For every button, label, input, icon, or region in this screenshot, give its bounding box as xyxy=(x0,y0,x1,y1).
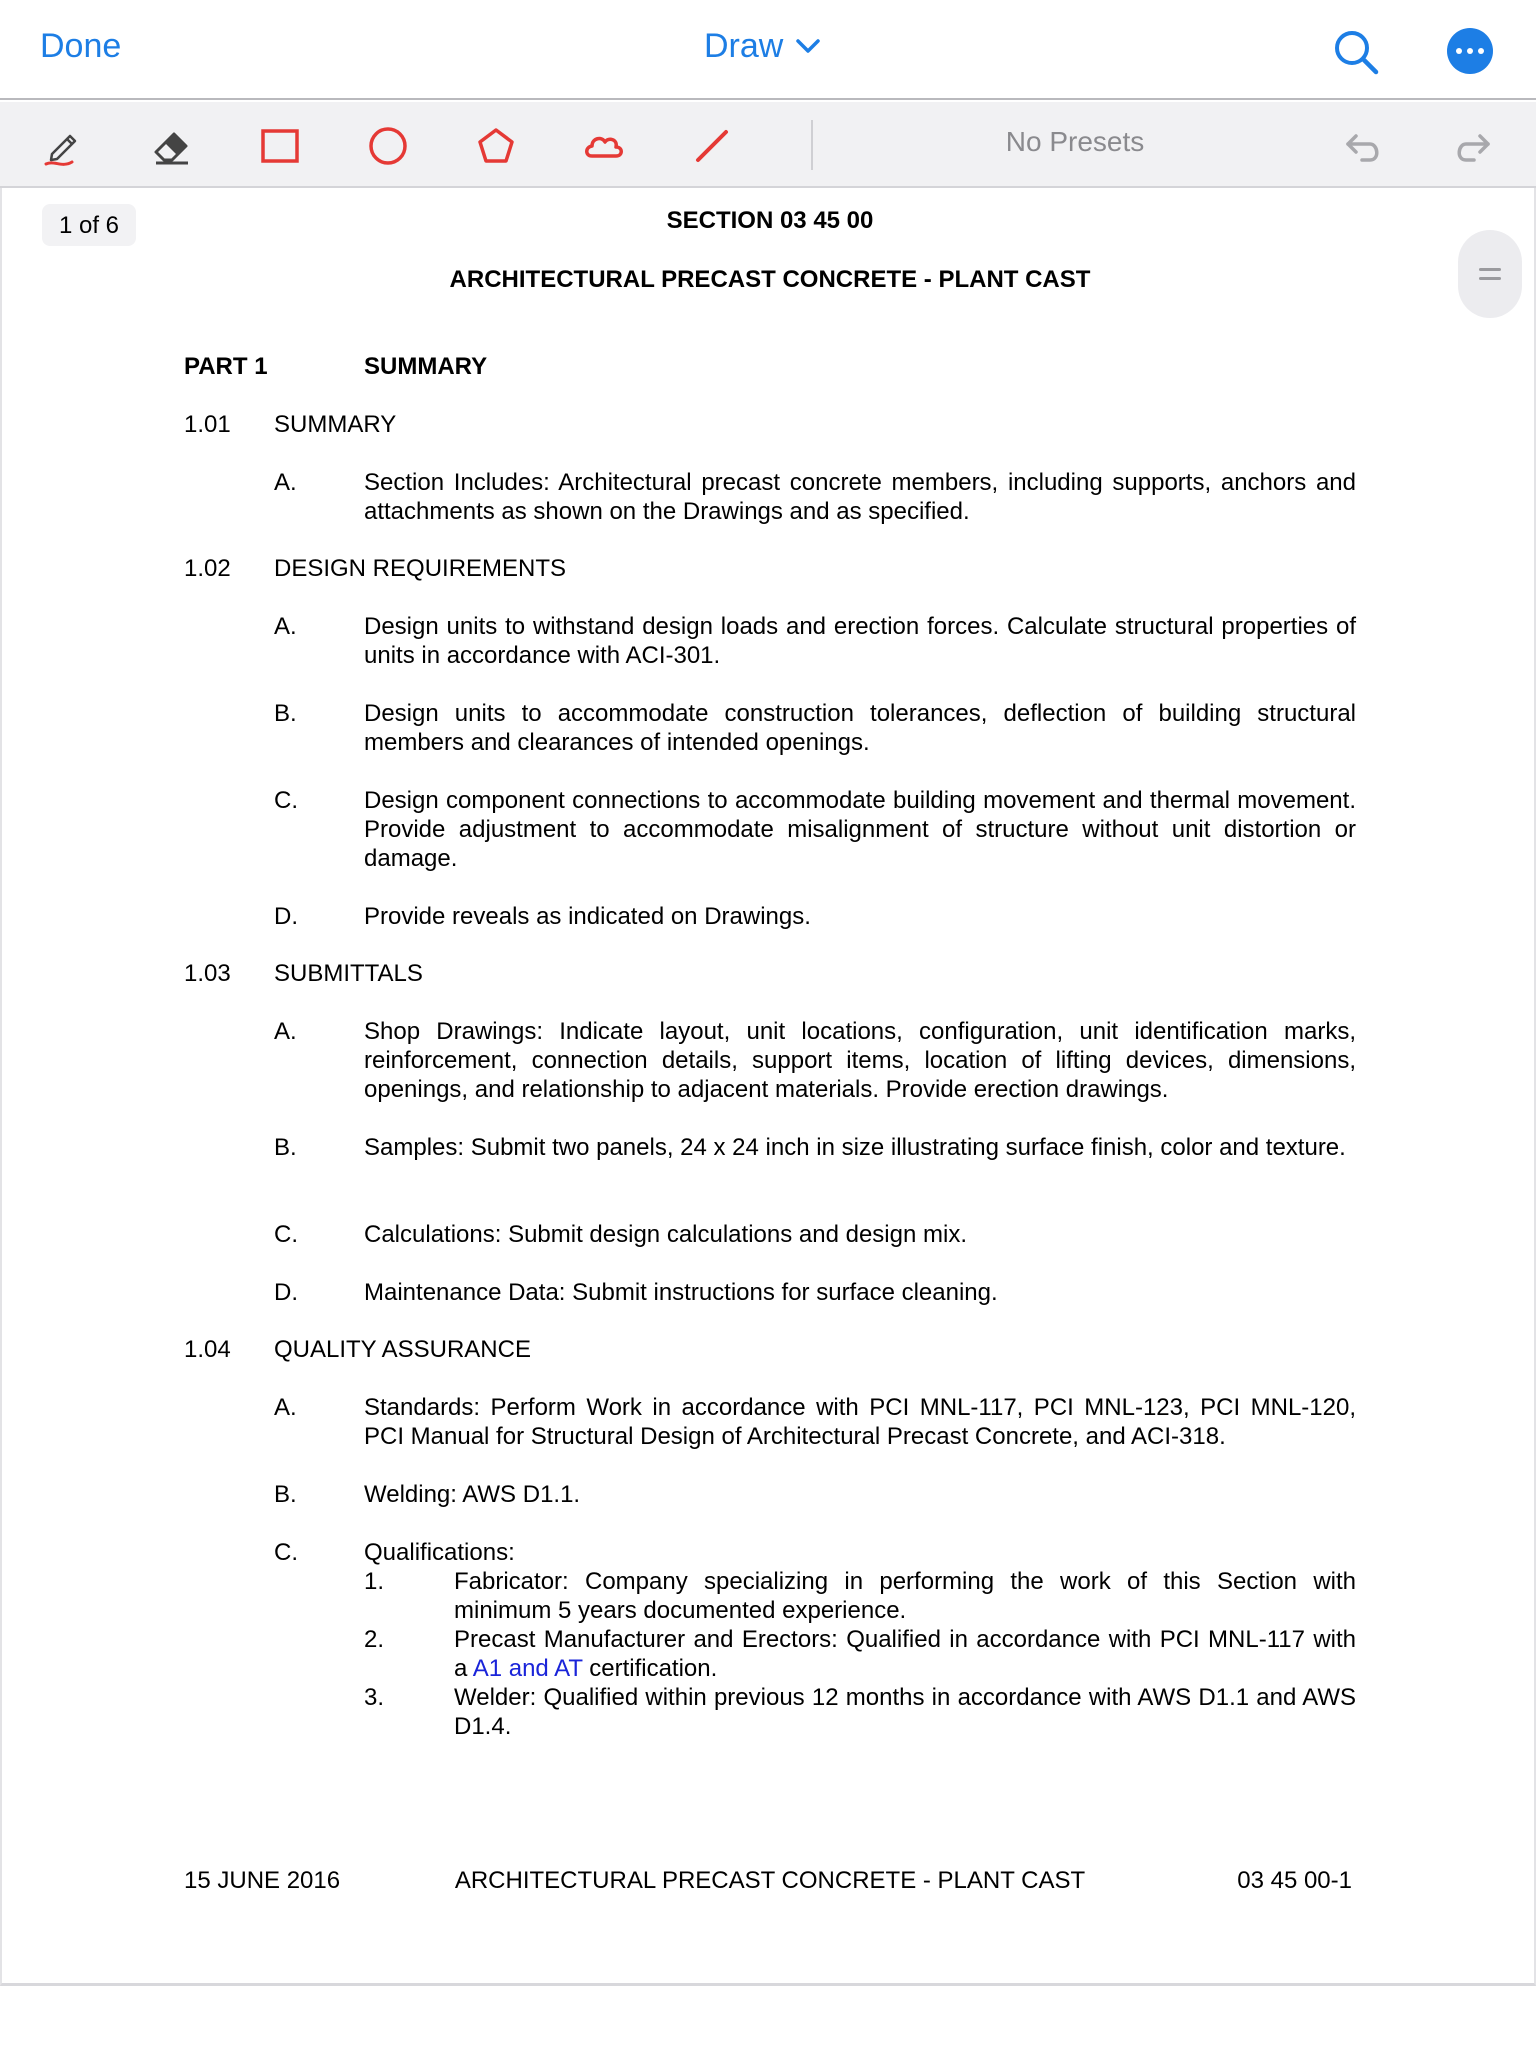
item-letter: D. xyxy=(274,1279,298,1306)
polygon-icon[interactable] xyxy=(470,120,522,172)
item-letter: A. xyxy=(274,469,297,496)
item-text: Standards: Perform Work in accordance with PCI MNL-117, PCI MNL-123, PCI MNL-120, PCI Manual for Structural Design of Architectural Precast Concrete, and ACI-318. xyxy=(364,1394,1356,1450)
page-indicator: 1 of 6 xyxy=(42,204,136,246)
item-text: Calculations: Submit design calculations and design mix. xyxy=(364,1221,967,1248)
presets-menu[interactable]: No Presets xyxy=(1005,126,1145,157)
item-letter: A. xyxy=(274,613,297,640)
item-text: Qualifications: xyxy=(364,1539,515,1566)
item-letter: C. xyxy=(274,1221,298,1248)
document-viewer[interactable] xyxy=(0,188,1536,2048)
more-options-icon[interactable] xyxy=(1447,28,1493,74)
section-title-1-03: SUBMITTALS xyxy=(274,960,423,987)
subitem-number: 1. xyxy=(364,1568,385,1595)
item-text: Welding: AWS D1.1. xyxy=(364,1481,581,1508)
subitem-text: Fabricator: Company specializing in performing the work of this Section with minimum 5 years documented experience. xyxy=(454,1568,1356,1624)
scroll-handle[interactable] xyxy=(1458,230,1522,318)
rectangle-icon[interactable] xyxy=(254,120,306,172)
chevron-down-icon xyxy=(795,38,821,56)
subitem-text: Precast Manufacturer and Erectors: Qualified in accordance with PCI MNL-117 with a A1 and AT certification. xyxy=(454,1626,1356,1682)
part-number: PART 1 xyxy=(184,353,268,380)
cloud-icon[interactable] xyxy=(578,120,630,172)
item-text: Design units to accommodate construction tolerances, deflection of building structural members and clearances of intended openings. xyxy=(364,700,1356,756)
footer-page-number: 03 45 00-1 xyxy=(1237,1867,1352,1894)
draw-mode-label: Draw xyxy=(704,27,784,65)
item-text: Maintenance Data: Submit instructions for surface cleaning. xyxy=(364,1279,998,1306)
line-icon[interactable] xyxy=(686,120,738,172)
item-text: Provide reveals as indicated on Drawings. xyxy=(364,903,811,930)
item-text: Shop Drawings: Indicate layout, unit locations, configuration, unit identification marks, reinforcement, connection details, support items, location of lifting devices, dimensions, openings, and relationship to adjacent materials. Provide erection drawings. xyxy=(364,1018,1356,1103)
item-letter: B. xyxy=(274,1481,297,1508)
item-letter: B. xyxy=(274,700,297,727)
section-number: SECTION 03 45 00 xyxy=(666,207,874,234)
item-text: Samples: Submit two panels, 24 x 24 inch in size illustrating surface finish, color and texture. xyxy=(364,1134,1346,1161)
section-num-1-02: 1.02 xyxy=(184,555,231,582)
footer-title: ARCHITECTURAL PRECAST CONCRETE - PLANT CAST xyxy=(454,1867,1086,1894)
subitem-text: Welder: Qualified within previous 12 months in accordance with AWS D1.1 and AWS D1.4. xyxy=(454,1684,1356,1740)
document-title: ARCHITECTURAL PRECAST CONCRETE - PLANT CAST xyxy=(449,266,1091,293)
item-letter: B. xyxy=(274,1134,297,1161)
item-letter: D. xyxy=(274,903,298,930)
certification-link[interactable]: A1 and AT xyxy=(472,1655,583,1682)
toolbar-divider xyxy=(811,120,813,170)
section-num-1-01: 1.01 xyxy=(184,411,231,438)
undo-icon[interactable] xyxy=(1338,120,1390,172)
item-text: Design units to withstand design loads and erection forces. Calculate structural properties of units in accordance with ACI-301. xyxy=(364,613,1356,669)
item-letter: A. xyxy=(274,1018,297,1045)
eraser-icon[interactable] xyxy=(146,120,198,172)
section-title-1-01: SUMMARY xyxy=(274,411,397,438)
item-text: Design component connections to accommodate building movement and thermal movement. Provide adjustment to accommodate misalignment of structure without unit distortion or damage. xyxy=(364,787,1356,872)
section-num-1-04: 1.04 xyxy=(184,1336,231,1363)
drawing-toolbar xyxy=(0,102,1536,188)
footer-date: 15 JUNE 2016 xyxy=(184,1867,341,1894)
item-letter: C. xyxy=(274,1539,298,1566)
redo-icon[interactable] xyxy=(1446,120,1498,172)
subitem-number: 3. xyxy=(364,1684,385,1711)
pen-icon[interactable] xyxy=(36,120,88,172)
part-title: SUMMARY xyxy=(364,353,488,380)
section-num-1-03: 1.03 xyxy=(184,960,231,987)
search-icon[interactable] xyxy=(1332,28,1380,76)
draw-mode-menu[interactable] xyxy=(704,27,821,66)
section-title-1-04: QUALITY ASSURANCE xyxy=(274,1336,531,1363)
item-letter: A. xyxy=(274,1394,297,1421)
document-page[interactable] xyxy=(0,188,1536,1986)
subitem-number: 2. xyxy=(364,1626,385,1653)
item-text: Section Includes: Architectural precast concrete members, including supports, anchors and attachments as shown on the Drawings and as specified. xyxy=(364,469,1356,525)
done-button[interactable]: Done xyxy=(40,27,122,65)
circle-icon[interactable] xyxy=(362,120,414,172)
item-letter: C. xyxy=(274,787,298,814)
navigation-bar xyxy=(0,0,1536,100)
section-title-1-02: DESIGN REQUIREMENTS xyxy=(274,555,567,582)
